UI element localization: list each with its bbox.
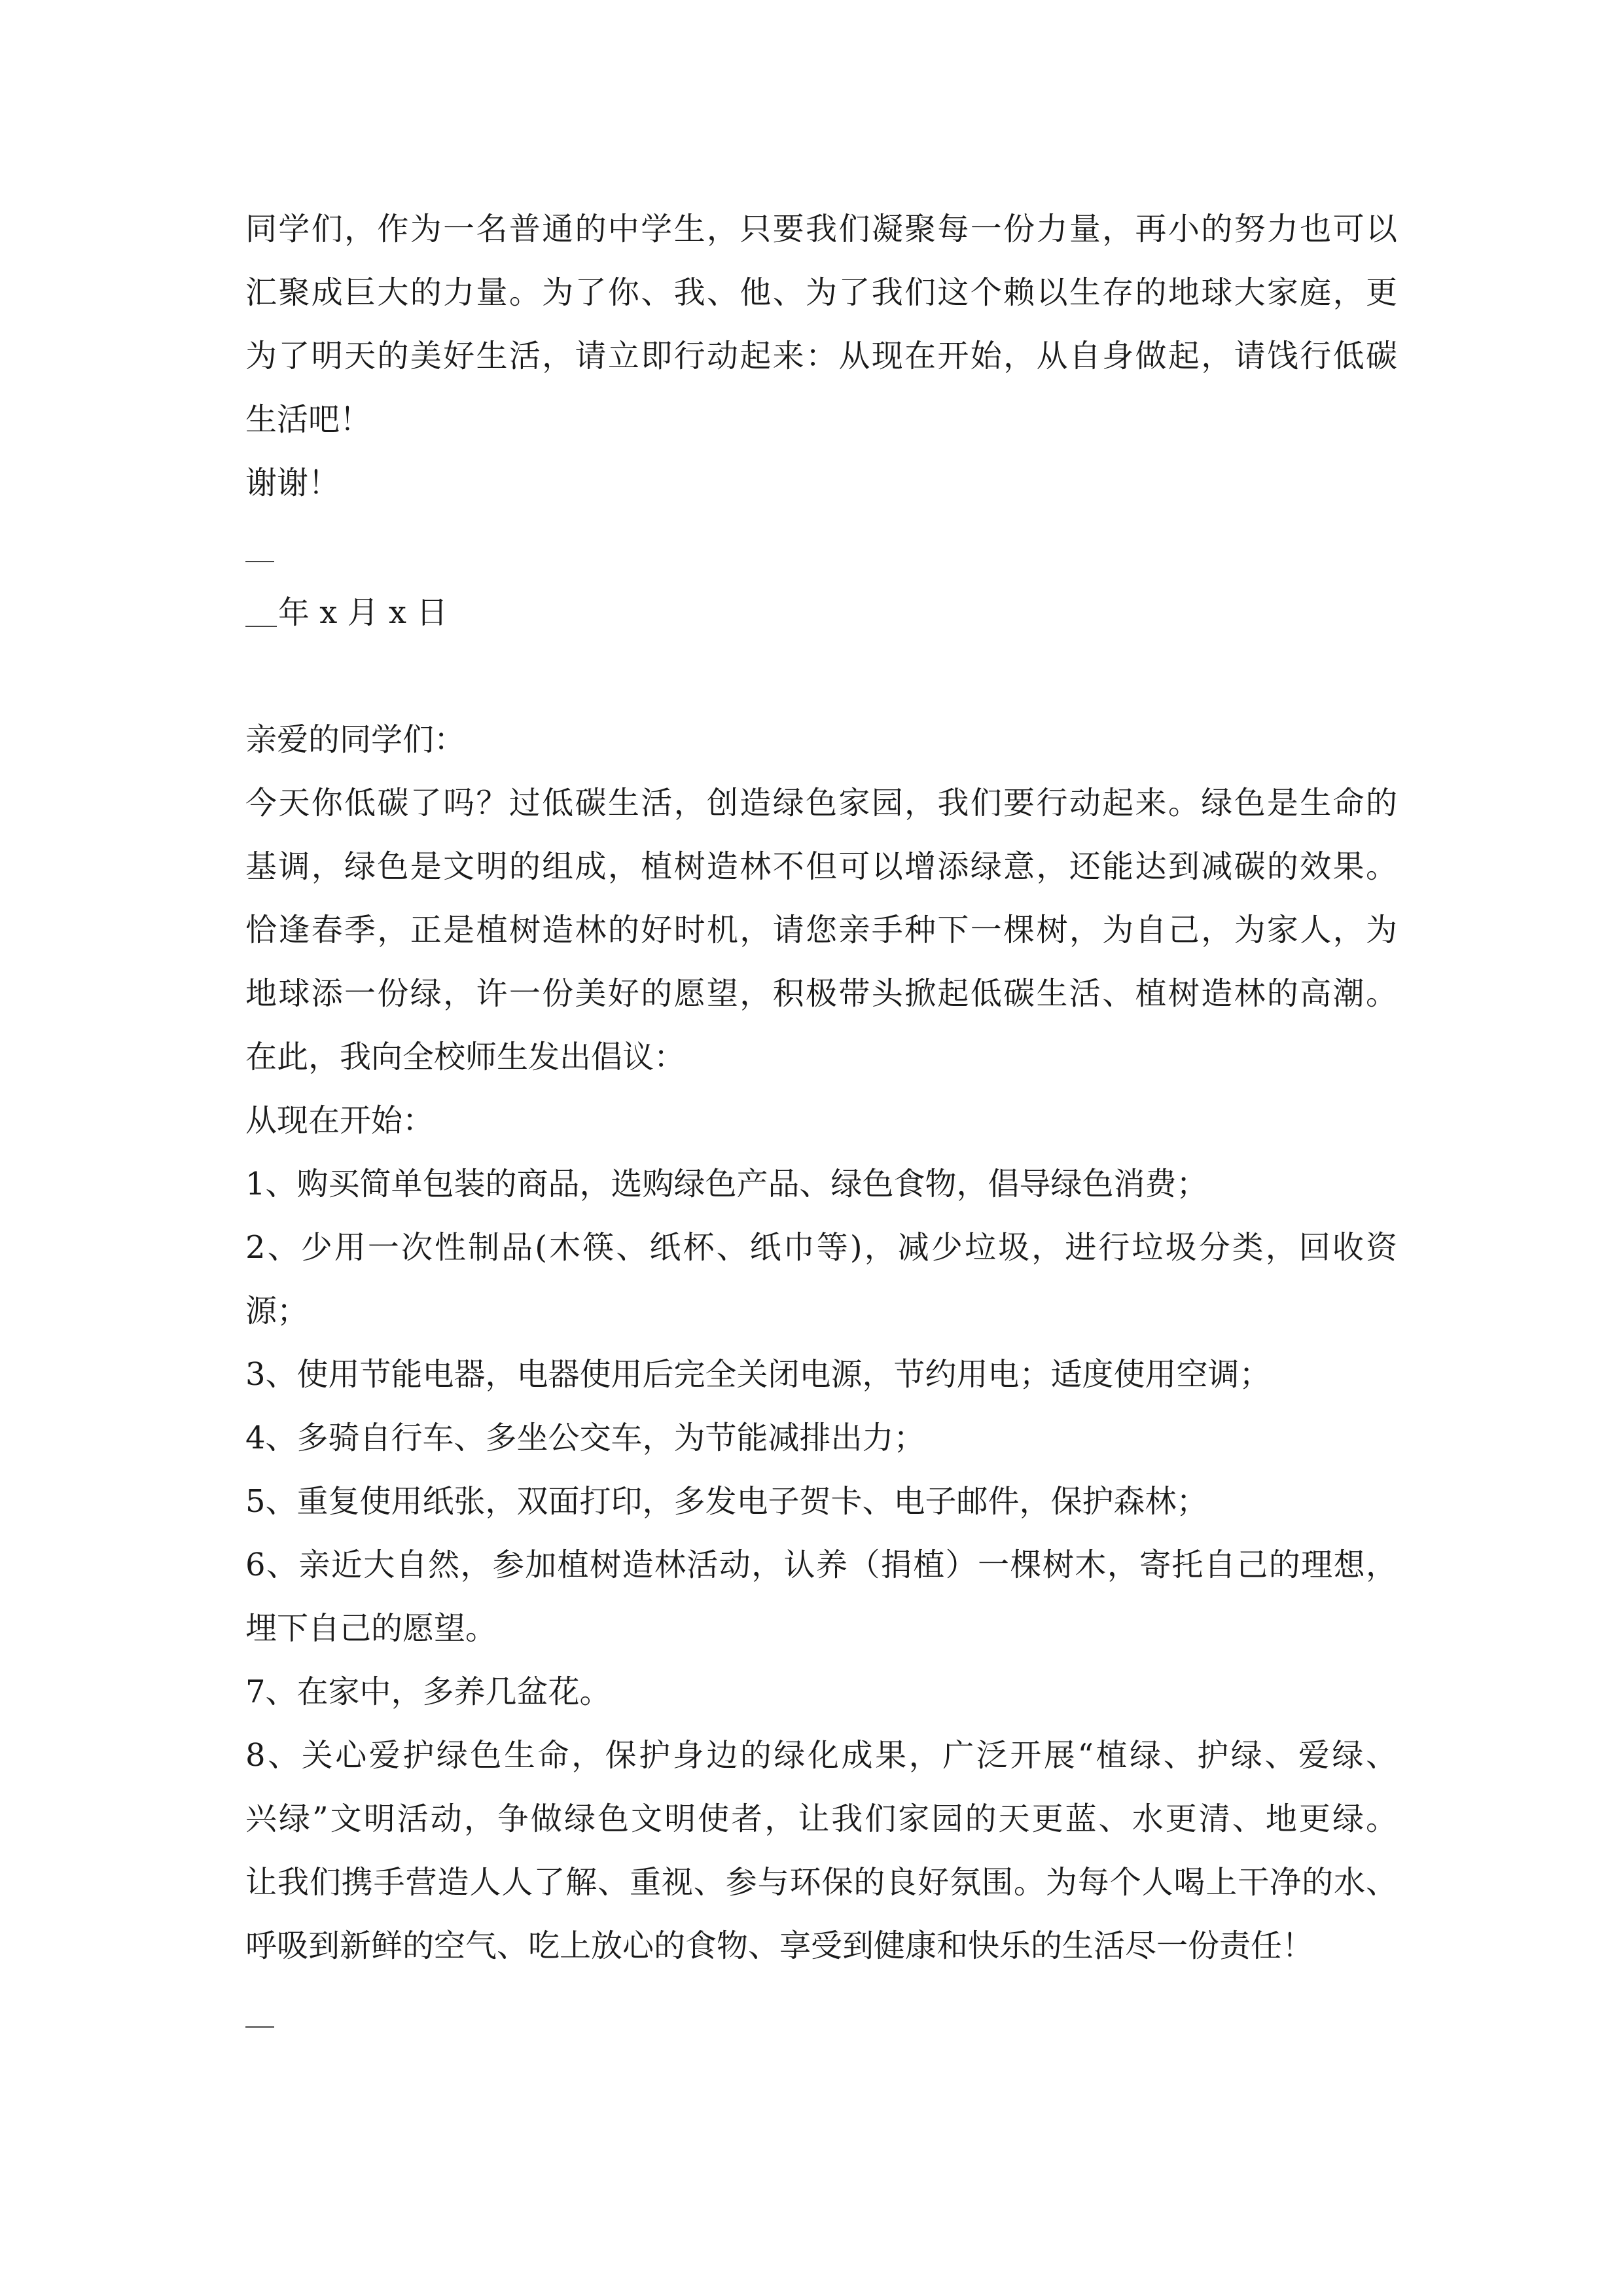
list-item-continuation: 兴绿”文明活动，争做绿色文明使者，让我们家园的天更蓝、水更清、地更绿。 (245, 1801, 1397, 1837)
paragraph-line: 今天你低碳了吗？过低碳生活，创造绿色家园，我们要行动起来。绿色是生命的 (245, 785, 1397, 821)
date-line (245, 581, 448, 644)
list-item-continuation: 让我们携手营造人人了解、重视、参与环保的良好氛围。为每个人喝上干净的水、 (245, 1864, 1397, 1901)
paragraph-line: 恰逢春季，正是植树造林的好时机，请您亲手种下一棵树，为自己，为家人，为 (245, 912, 1397, 948)
signature-blank (245, 2026, 274, 2028)
list-item-continuation: 呼吸到新鲜的空气、吃上放心的食物、享受到健康和快乐的生活尽一份责任！ (245, 1928, 1314, 1964)
list-item: 1、购买简单包装的商品，选购绿色产品、绿色食物，倡导绿色消费； (245, 1166, 1208, 1202)
paragraph-line: 基调，绿色是文明的组成，植树造林不但可以增添绿意，还能达到减碳的效果。 (245, 848, 1397, 885)
date-text: 年 x 月 x 日 (278, 594, 448, 631)
paragraph-line: 生活吧！ (245, 401, 372, 438)
start-label: 从现在开始： (245, 1102, 435, 1139)
list-item: 5、重复使用纸张，双面打印，多发电子贺卡、电子邮件，保护森林； (245, 1483, 1208, 1520)
thanks-line: 谢谢！ (245, 465, 340, 501)
list-item: 2、少用一次性制品(木筷、纸杯、纸巾等)，减少垃圾，进行垃圾分类，回收资 (245, 1229, 1397, 1266)
signature-blank (245, 561, 274, 562)
list-item: 8、关心爱护绿色生命，保护身边的绿化成果，广泛开展“植绿、护绿、爱绿、 (245, 1737, 1397, 1774)
list-item: 7、在家中，多养几盆花。 (245, 1674, 611, 1710)
date-year-blank (245, 593, 277, 627)
list-item: 3、使用节能电器，电器使用后完全关闭电源，节约用电；适度使用空调； (245, 1356, 1271, 1393)
list-item: 4、多骑自行车、多坐公交车，为节能减排出力； (245, 1420, 925, 1456)
list-item: 6、亲近大自然，参加植树造林活动，认养（捐植）一棵树木，寄托自己的理想， (245, 1547, 1397, 1583)
paragraph-line: 汇聚成巨大的力量。为了你、我、他、为了我们这个赖以生存的地球大家庭，更 (245, 274, 1397, 311)
list-item-continuation: 埋下自己的愿望。 (245, 1610, 497, 1647)
greeting: 亲爱的同学们： (245, 721, 466, 758)
paragraph-line: 同学们，作为一名普通的中学生，只要我们凝聚每一份力量，再小的努力也可以 (245, 211, 1397, 247)
paragraph-line: 地球添一份绿，许一份美好的愿望，积极带头掀起低碳生活、植树造林的高潮。 (245, 975, 1397, 1012)
list-item-continuation: 源； (245, 1293, 309, 1329)
paragraph-line: 为了明天的美好生活，请立即行动起来：从现在开始，从自身做起，请饯行低碳 (245, 338, 1397, 374)
paragraph-line: 在此，我向全校师生发出倡议： (245, 1039, 686, 1075)
